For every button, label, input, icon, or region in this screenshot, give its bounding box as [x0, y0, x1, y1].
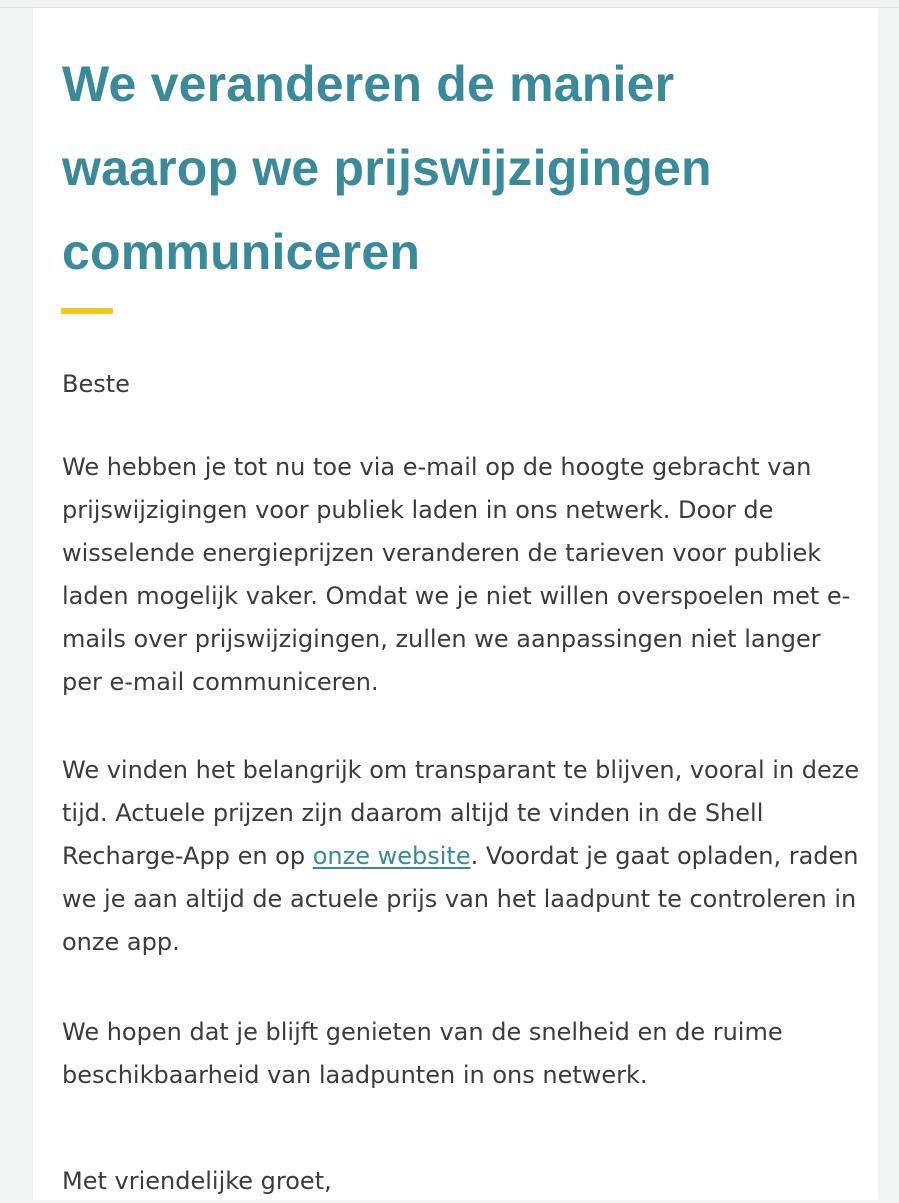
email-headline: We veranderen de manier waarop we prijswijzigingen communiceren — [62, 56, 712, 280]
greeting-text: Beste — [62, 370, 130, 398]
paragraph-transparency-text-after: . Voordat je gaat opladen, raden we je aan altijd de actuele prijs van het laadpunt te controleren in onze app. — [62, 842, 859, 956]
website-link[interactable]: onze website — [312, 842, 471, 870]
paragraph-price-changes: We hebben je tot nu toe via e-mail op de hoogte gebracht van prijswijzigingen voor publiek laden in ons netwerk. Door de wisselende energieprijzen veranderen de tarieven voor publiek laden mogelijk vaker. Omdat we je niet willen overspoelen met e-mails over prijswijzigingen, zullen we aanpassingen niet langer per e-mail communiceren. — [62, 453, 851, 696]
paragraph-transparency-text-before: We vinden het belangrijk om transparant te blijven, vooral in deze tijd. Actuele prijzen zijn daarom altijd te vinden in de Shell Recharge-App en op — [62, 756, 860, 870]
paragraph-enjoy: We hopen dat je blijft genieten van de snelheid en de ruime beschikbaarheid van laadpunten in ons netwerk. — [62, 1018, 783, 1089]
redacted-name — [138, 362, 248, 402]
closing-line: Met vriendelijke groet, — [62, 1167, 332, 1195]
paragraph-transparency — [62, 749, 862, 964]
greeting — [62, 362, 862, 406]
accent-bar — [61, 308, 113, 314]
